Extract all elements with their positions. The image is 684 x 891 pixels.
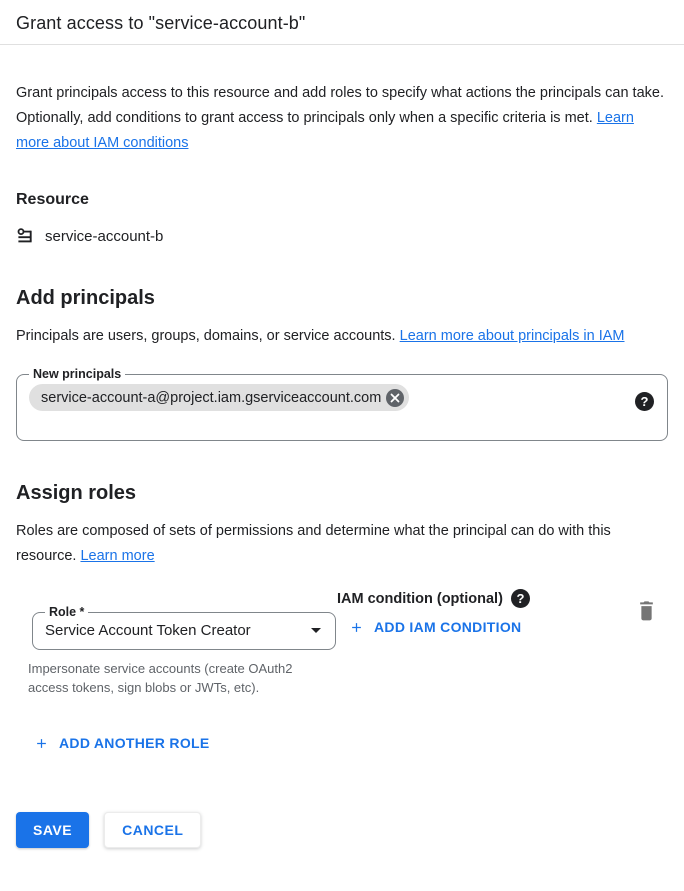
service-account-icon xyxy=(16,226,36,246)
resource-name: service-account-b xyxy=(45,227,164,245)
new-principals-field[interactable] xyxy=(16,367,668,441)
add-principals-heading: Add principals xyxy=(16,287,155,309)
principals-learn-more-link[interactable]: Learn more about principals in IAM xyxy=(399,328,625,344)
resource-row xyxy=(16,226,668,246)
iam-condition-label: IAM condition (optional) xyxy=(337,590,503,607)
dialog-title: Grant access to "service-account-b" xyxy=(16,13,306,33)
iam-conditions-link[interactable]: Learn more about IAM conditions xyxy=(16,110,634,151)
plus-icon xyxy=(349,620,364,635)
add-another-role-button[interactable] xyxy=(34,733,210,753)
resource-heading: Resource xyxy=(16,191,89,208)
plus-icon xyxy=(34,736,49,751)
iam-condition-help-icon[interactable]: ? xyxy=(511,589,530,608)
add-another-role-label: ADD ANOTHER ROLE xyxy=(59,735,210,751)
save-button[interactable]: SAVE xyxy=(16,812,89,848)
role-row xyxy=(16,587,668,697)
dialog-header xyxy=(0,0,684,45)
intro-paragraph xyxy=(16,81,664,156)
roles-description-text: Roles are composed of sets of permissions and determine what the principal can do with this resource. xyxy=(16,523,611,564)
iam-condition-label-row xyxy=(337,589,637,608)
assign-roles-heading: Assign roles xyxy=(16,482,137,504)
role-helper-text: Impersonate service accounts (create OAuth2 access tokens, sign blobs or JWTs, etc). xyxy=(28,661,293,695)
chip-remove-icon[interactable] xyxy=(386,389,404,407)
role-column xyxy=(16,587,320,697)
roles-description xyxy=(16,519,664,569)
principals-help-icon[interactable]: ? xyxy=(635,392,654,411)
principals-description-text: Principals are users, groups, domains, or service accounts. xyxy=(16,328,400,344)
principal-chip xyxy=(29,384,409,411)
cancel-button[interactable]: CANCEL xyxy=(104,812,201,848)
intro-text: Grant principals access to this resource and add roles to specify what actions the principals can take. Optionally, add conditions to grant access to principals only when a specific criteria is met. xyxy=(16,85,664,126)
iam-condition-column xyxy=(337,587,637,640)
add-iam-condition-label: ADD IAM CONDITION xyxy=(374,619,522,635)
new-principals-label: New principals xyxy=(33,367,122,381)
role-selected-value: Service Account Token Creator xyxy=(45,622,251,639)
dialog-footer xyxy=(16,812,668,848)
principal-chip-label: service-account-a@project.iam.gserviceaccount.com xyxy=(41,389,382,406)
roles-learn-more-link[interactable]: Learn more xyxy=(80,548,155,564)
add-iam-condition-button[interactable] xyxy=(349,617,521,637)
trash-icon xyxy=(637,600,656,621)
dropdown-caret-icon xyxy=(311,628,321,633)
principals-description xyxy=(16,324,664,349)
role-value-row xyxy=(45,622,323,639)
role-label: Role * xyxy=(49,605,85,619)
delete-role-button[interactable] xyxy=(637,600,656,621)
role-select[interactable] xyxy=(32,605,336,650)
